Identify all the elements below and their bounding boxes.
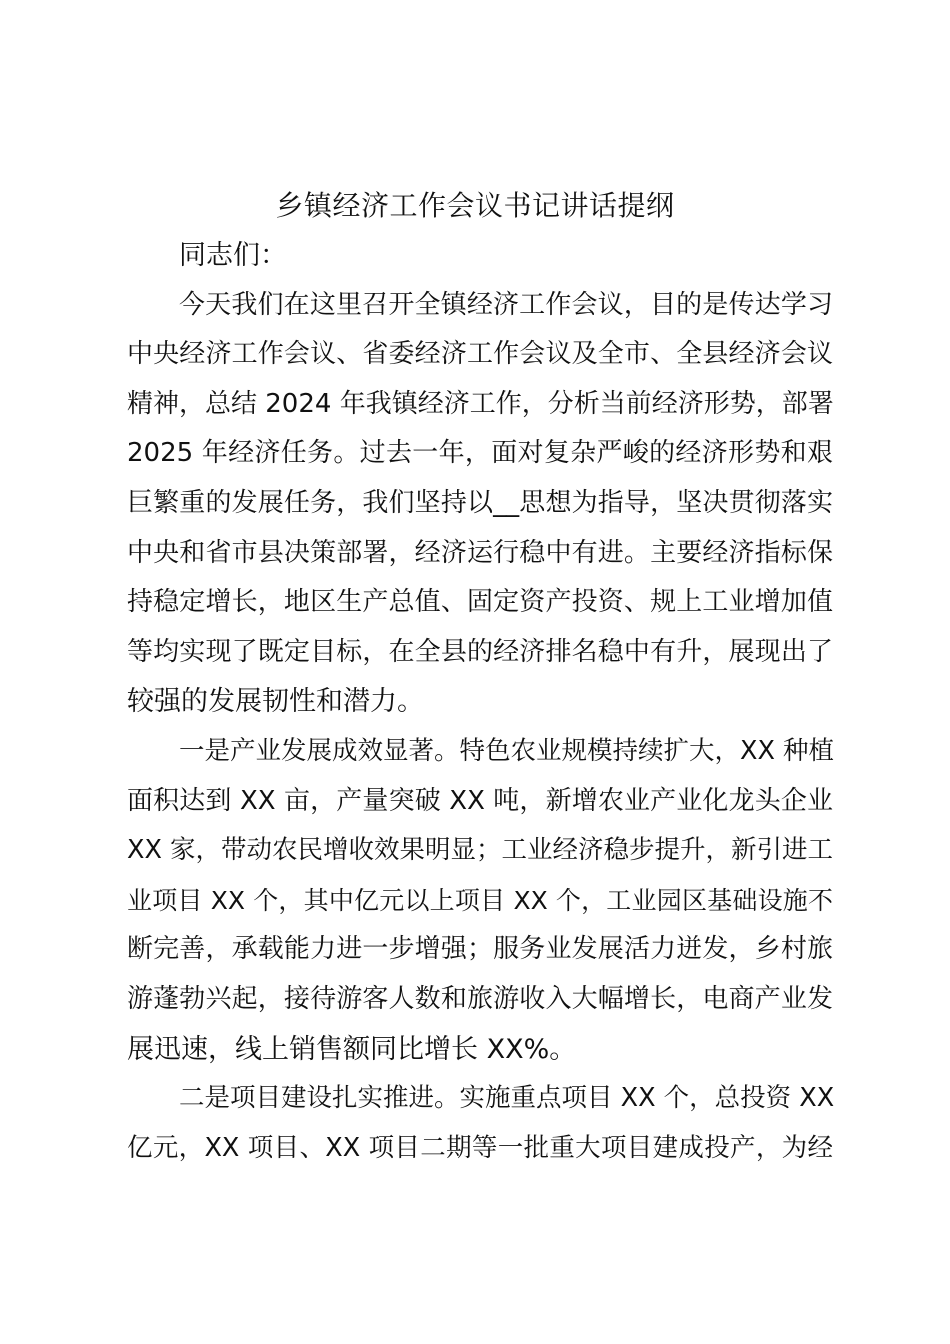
document-body: [127, 231, 833, 1173]
text-line: 二是项目建设扎实推进。实施重点项目 XX 个，总投资 XX: [179, 1083, 835, 1114]
text-line: 面积达到 XX 亩，产量突破 XX 吨，新增农业产业化龙头企业: [127, 785, 833, 816]
text-line: 2025 年经济任务。过去一年，面对复杂严峻的经济形势和艰: [127, 438, 833, 469]
text-line: 较强的发展韧性和潜力。: [127, 686, 424, 718]
text-line: 游蓬勃兴起，接待游客人数和旅游收入大幅增长，电商产业发: [127, 983, 833, 1014]
text-line: 一是产业发展成效显著。特色农业规模持续扩大，XX 种植: [179, 735, 835, 766]
text-line: 中央经济工作会议、省委经济工作会议及全市、全县经济会议: [127, 339, 833, 370]
text-line: 等均实现了既定目标，在全县的经济排名稳中有升，展现出了: [127, 636, 833, 667]
text-line: 业项目 XX 个，其中亿元以上项目 XX 个，工业园区基础设施不: [127, 885, 833, 915]
paragraph-intro: [127, 281, 833, 727]
paragraph-industry: [127, 727, 833, 1074]
text-line: 持稳定增长，地区生产总值、固定资产投资、规上工业增加值: [127, 587, 833, 618]
text-line: XX 家，带动农民增收效果明显；工业经济稳步提升，新引进工: [127, 835, 834, 866]
text-line: 断完善，承载能力进一步增强；服务业发展活力迸发，乡村旅: [127, 934, 833, 965]
text-line: 亿元，XX 项目、XX 项目二期等一批重大项目建成投产，为经: [127, 1132, 833, 1163]
text-line: 中央和省市县决策部署，经济运行稳中有进。主要经济指标保: [127, 537, 833, 568]
text-line: 今天我们在这里召开全镇经济工作会议，目的是传达学习: [179, 289, 833, 320]
text-line: 展迅速，线上销售额同比增长 XX%。: [127, 1033, 577, 1065]
text-line: 巨繁重的发展任务，我们坚持以__思想为指导，坚决贯彻落实: [127, 487, 833, 518]
salutation: 同志们：: [179, 240, 287, 271]
document-title: 乡镇经济工作会议书记讲话提纲: [275, 189, 675, 222]
paragraph-projects: [127, 1074, 833, 1173]
text-line: 精神，总结 2024 年我镇经济工作，分析当前经济形势，部署: [127, 388, 834, 419]
